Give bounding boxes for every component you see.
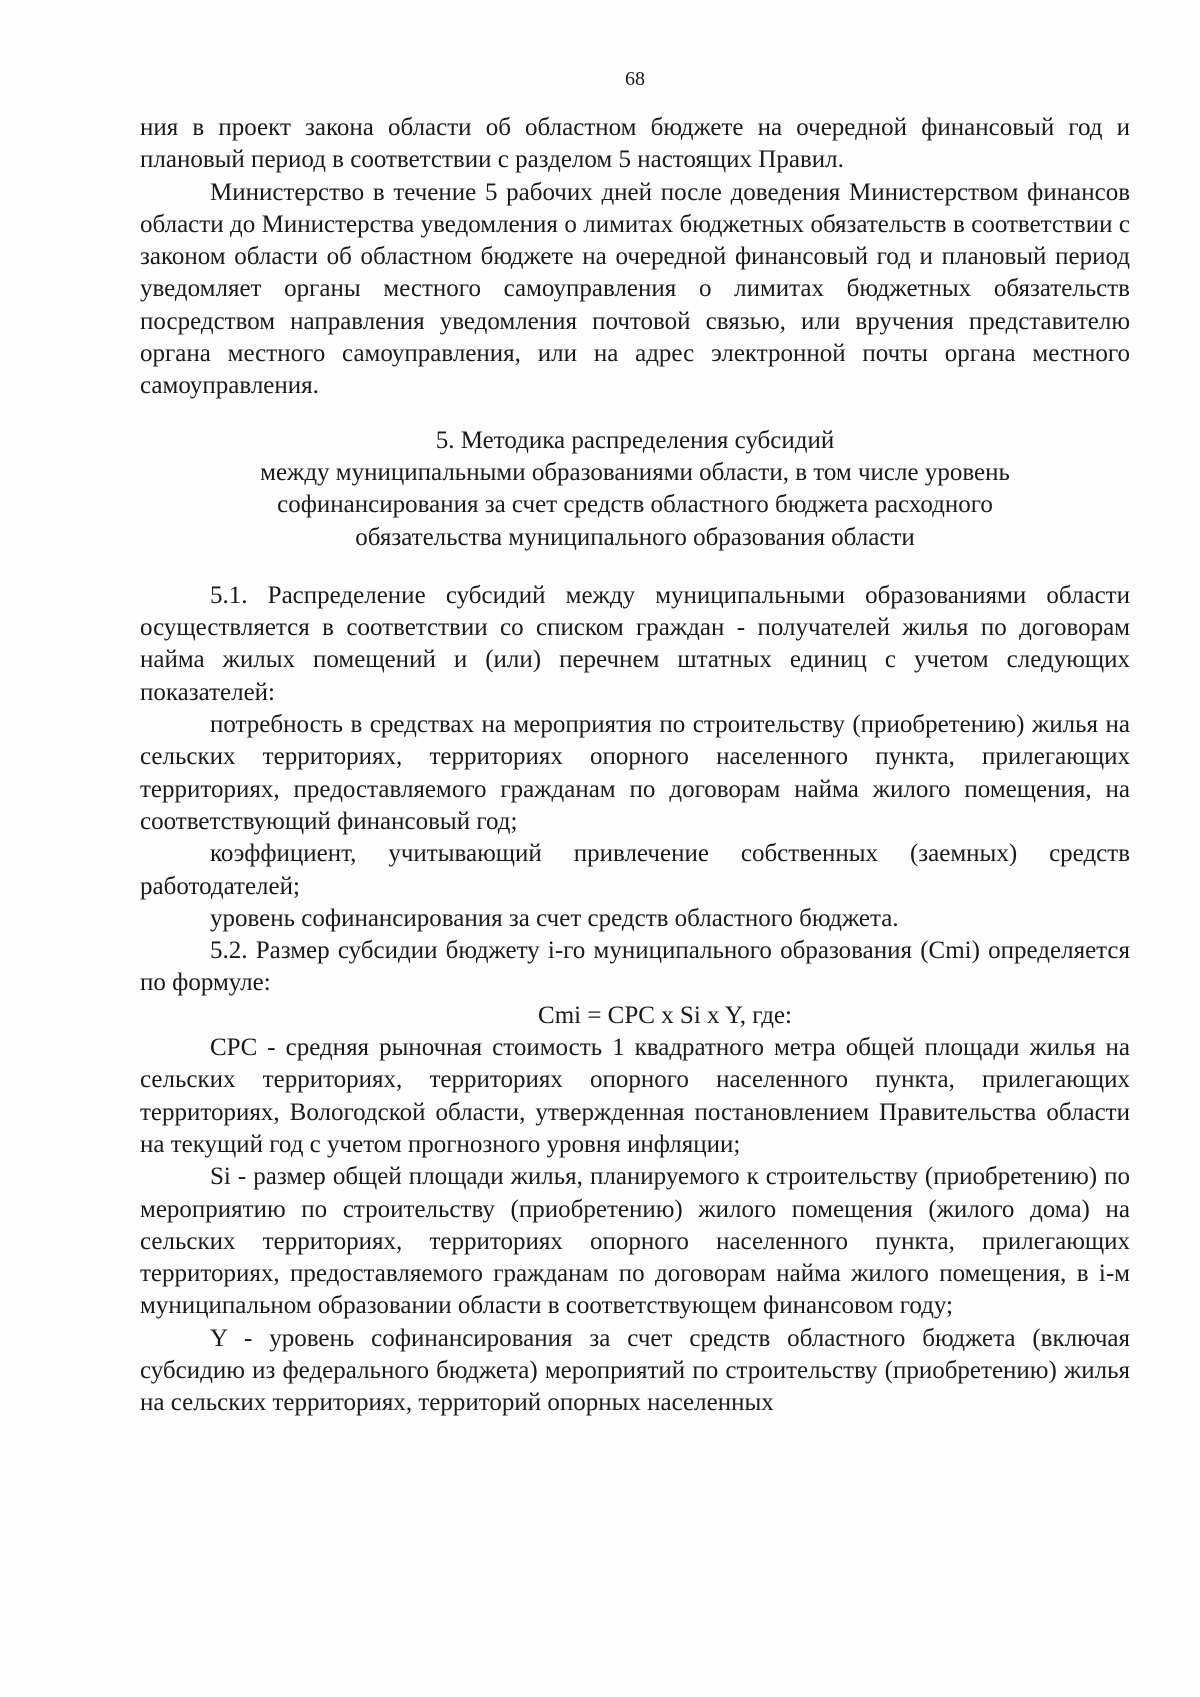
formula: Cmi = CPC x Si x Y, где:	[538, 1001, 792, 1029]
definition-cpc: CPC - средняя рыночная стоимость 1 квадратного метра общей площади жилья на сельских территориях, территориях опорного населенного пункта, прилегающих территориях, Вологодской области, утвержденная постановлением Правительства области на текущий год с учетом прогнозного уровня инфляции;	[140, 1034, 1130, 1158]
clause-5-1-item-coefficient: коэффициент, учитывающий привлечение собственных (заемных) средств работодателей;	[140, 840, 1130, 900]
spacer	[140, 554, 1130, 580]
clause-5-1-item-cofinancing: уровень софинансирования за счет средств областного бюджета.	[210, 904, 899, 932]
clause-5-1: 5.1. Распределение субсидий между муниципальными образованиями области осуществляется в соответствии со списком граждан - получателей жилья по договорам найма жилых помещений и (или) перечнем штатных единиц с учетом следующих показателей:	[140, 581, 1130, 706]
clause-5-2: 5.2. Размер субсидии бюджету i-го муниципального образования (Cmi) определяется по формуле:	[140, 937, 1130, 997]
paragraph-continuation: ния в проект закона области об областном бюджете на очередной финансовый год и плановый период в соответствии с разделом 5 настоящих Правил.	[140, 114, 1130, 174]
paragraph-ministry-notification: Министерство в течение 5 рабочих дней после доведения Министерством финансов области до Министерства уведомления о лимитах бюджетных обязательств в соответствии с законом области об областном бюджете на очередной финансовый год и плановый период уведомляет органы местного самоуправления о лимитах бюджетных обязательств посредством направления уведомления почтовой связью, или вручения представителю органа местного самоуправления, или на адрес электронной почты органа местного самоуправления.	[140, 178, 1130, 400]
section-heading-line: 5. Методика распределения субсидий	[435, 426, 835, 454]
section-heading	[140, 425, 1130, 554]
section-heading-line: между муниципальными образованиями области, в том числе уровень	[260, 458, 1010, 486]
section-heading-line: софинансирования за счет средств областного бюджета расходного	[277, 491, 993, 519]
definition-y: Y - уровень софинансирования за счет средств областного бюджета (включая субсидию из федерального бюджета) мероприятий по строительству (приобретению) жилья на сельских территориях, территорий опорных населенных	[140, 1324, 1130, 1417]
definition-si: Si - размер общей площади жилья, планируемого к строительству (приобретению) по мероприятию по строительству (приобретению) жилого помещения (жилого дома) на сельских территориях, территориях опорного населенного пункта, прилегающих территориях, предоставляемого гражданам по договорам найма жилого помещения, в i-м муниципальном образовании области в соответствующем финансовом году;	[140, 1163, 1130, 1320]
document-body	[140, 112, 1130, 1420]
page-number: 68	[625, 68, 645, 90]
section-heading-line: обязательства муниципального образования области	[355, 523, 915, 551]
clause-5-1-item-need: потребность в средствах на мероприятия по строительству (приобретению) жилья на сельских территориях, территориях опорного населенного пункта, прилегающих территориях, предоставляемого гражданам по договорам найма жилого помещения, на соответствующий финансовый год;	[140, 711, 1130, 835]
